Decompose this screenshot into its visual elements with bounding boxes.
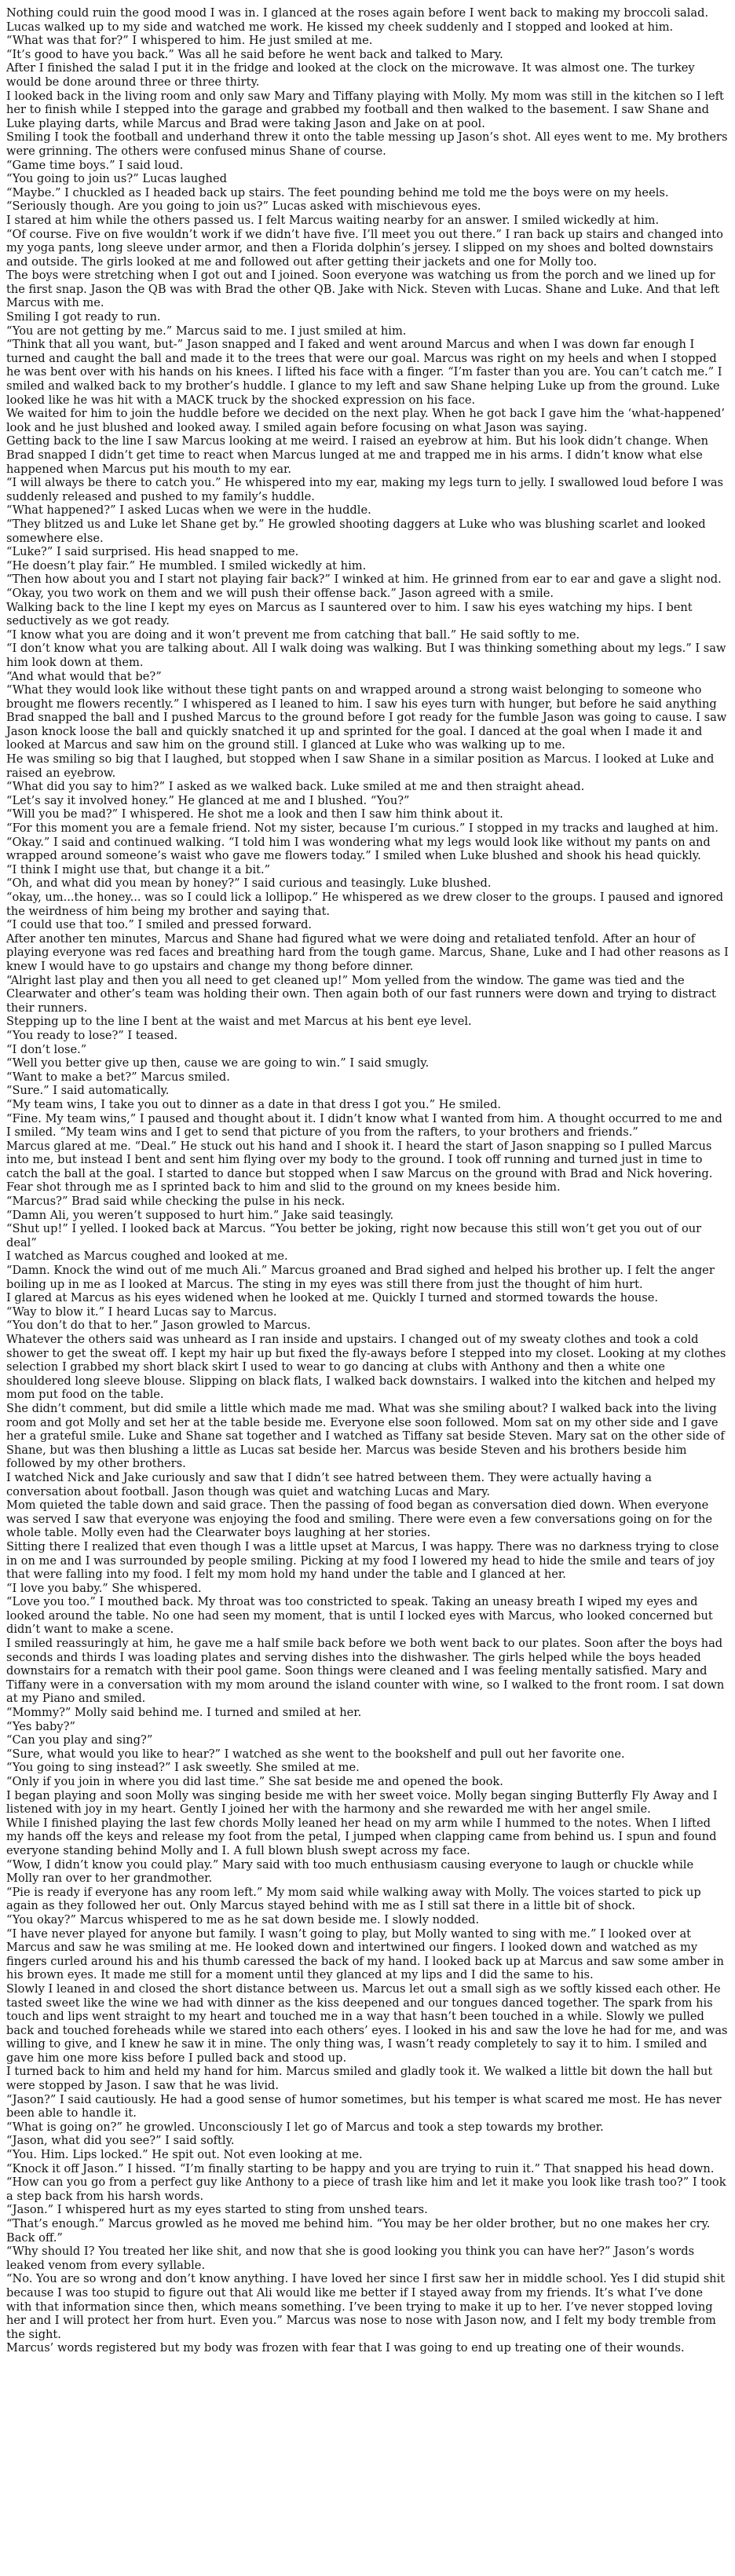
story-paragraph: “Oh, and what did you mean by honey?” I said curious and teasingly. Luke blushed. [6,876,492,891]
story-paragraph: Stepping up to the line I bent at the waist and met Marcus at his bent eye level. [6,1015,472,1029]
story-paragraph: I looked back in the living room and only saw Mary and Tiffany playing with Molly. My mom was still in the kitchen so I left her to finish while I stepped into the garage and grabbed my football and then walked to the basement. I saw Shane and Luke playing darts, while Marcus and Brad were taking Jason and Jake on at pool. [6,89,724,130]
story-paragraph: After another ten minutes, Marcus and Shane had figured what we were doing and retaliated tenfold. After an hour of playing everyone was red faces and breathing hard from the tough game. Marcus, Shane, Luke and I had other reasons as I knew I would have to go upstairs and change my thong before dinner. [6,931,729,973]
story-paragraph: Fear shot through me as I sprinted back to him and slid to the ground on my knees beside him. [6,1180,561,1195]
story-paragraph: “You don’t do that to her.” Jason growled to Marcus. [6,1319,311,1333]
story-paragraph: Walking back to the line I kept my eyes on Marcus as I sauntered over to him. I saw his eyes watching my hips. I bent seductively as we got ready. [6,600,693,628]
story-paragraph: “It’s good to have you back.” Was all he said before he went back and talked to Mary. [6,47,503,61]
story-paragraph: “Marcus?” Brad said while checking the pulse in his neck. [6,1195,346,1209]
story-paragraph: “You are not getting by me.” Marcus said to me. I just smiled at him. [6,324,407,338]
story-paragraph: “What was that for?” I whispered to him. He just smiled at me. [6,34,373,48]
story-paragraph: “Of course. Five on five wouldn’t work if we didn’t have five. I’ll meet you out there.” I ran back up stairs and changed into my yoga pants, long sleeve under armor, and then a Florida dolphin’s jersey. I slipped on my shoes and bolted downstairs and outside. The girls looked at me and followed out after getting their jackets and one for Molly too. [6,227,723,269]
story-paragraph: “No. You are so wrong and don’t know anything. I have loved her since I first saw her in middle school. Yes I did stupid shit because I was too stupid to figure out that Ali would like me better if I stayed away from my friends. It’s what I’ve done with that information since then, which means something. I’ve been trying to make it up to her. I’ve never stopped loving her and I will protect her from hurt. Even you.” Marcus was nose to nose with Jason now, and I felt my body tremble from the sight. [6,2272,726,2341]
story-paragraph: “Pie is ready if everyone has any room left.” My mom said while walking away with Molly. The voices started to pick up again as they followed her out. Only Marcus stayed behind with me as I still sat there in a little bit of shock. [6,1885,701,1913]
story-paragraph: I began playing and soon Molly was singing beside me with her sweet voice. Molly began singing Butterfly Fly Away and I listened with joy in my heart. Gently I joined her with the harmony and she rewarded me with her angel smile. [6,1788,718,1817]
story-paragraph: “Only if you join in where you did last time.” She sat beside me and opened the book. [6,1775,503,1788]
story-paragraph: Slowly I leaned in and closed the short distance between us. Marcus let out a small sigh as we softly kissed each other. He tasted sweet like the wine we had with dinner as the kiss deepened and our tongues danced together. The spark from his touch and lips went straight to my heart and touched me in a way that hasn’t been touched in a while. Slowly we pulled back and touched foreheads while we stared into each others’ eyes. I looked in his and saw the love he had for me, and was willing to give, and I knew he saw it in mine. The only thing was, I wasn’t ready completely to say it to him. I smiled and gave him one more kiss before I pulled back and stood up. [6,1981,728,2065]
story-paragraph: “I know what you are doing and it won’t prevent me from catching that ball.” He said softly to me. [6,628,580,642]
story-paragraph: “Damn. Knock the wind out of me much Ali.” Marcus groaned and Brad sighed and helped his brother up. I felt the anger boiling up in me as I looked at Marcus. The sting in my eyes was still there from just the thought of him hurt. [6,1264,715,1291]
story-paragraph: “Fine. My team wins,” I paused and thought about it. I didn’t know what I wanted from him. A thought occurred to me and I smiled. “My team wins and I get to send that picture of you from the rafters, to your brothers and friends.” [6,1111,722,1140]
story-paragraph: “Wow, I didn’t know you could play.” Mary said with too much enthusiasm causing everyone to laugh or chuckle while Molly ran over to her grandmother. [6,1857,694,1886]
story-paragraph: I turned back to him and held my hand for him. Marcus smiled and gladly took it. We walked a little bit down the hall but were stopped by Jason. I saw that he was livid. [6,2065,713,2093]
story-paragraph: “How can you go from a perfect guy like Anthony to a piece of trash like him and let it make you look like trash too?” I took a step back from his harsh words. [6,2175,726,2203]
story-paragraph: “I could use that too.” I smiled and pressed forward. [6,918,313,932]
story-paragraph: I watched as Marcus coughed and looked at me. [6,1250,288,1264]
story-paragraph: Nothing could ruin the good mood I was in. I glanced at the roses again before I went back to making my broccoli salad. Lucas walked up to my side and watched me work. He kissed my cheek suddenly and I stopped and looked at him. [6,6,709,34]
story-paragraph: He was smiling so big that I laughed, but stopped when I saw Shane in a similar position as Marcus. I looked at Luke and raised an eyebrow. [6,752,715,780]
story-paragraph: “What is going on?” he growled. Unconsciously I let go of Marcus and took a step towards my brother. [6,2120,604,2134]
story-paragraph: “Game time boys.” I said loud. [6,158,184,172]
story-paragraph: “Sure, what would you like to hear?” I watched as she went to the bookshelf and pull out her favorite one. [6,1747,625,1761]
story-paragraph: “I don’t know what you are talking about. All I walk doing was walking. But I was thinking something about my legs.” I saw him look down at them. [6,642,726,669]
story-paragraph: “Then how about you and I start not playing fair back?” I winked at him. He grinned from ear to ear and gave a slight nod. [6,573,722,587]
story-paragraph: “I have never played for anyone but family. I wasn’t going to play, but Molly wanted to sing with me.” I looked over at Marcus and saw he was smiling at me. He looked down and intertwined our fingers. I looked down and watched as my fingers curled around his and his thumb caressed the back of my hand. I looked back up at Marcus and saw some amber in his brown eyes. It made me still for a moment until they glanced at my lips and I did the same to his. [6,1927,724,1982]
story-paragraph: “Will you be mad?” I whispered. He shot me a look and then I saw him think about it. [6,807,503,821]
story-paragraph: “You going to join us?” Lucas laughed [6,172,227,186]
story-paragraph: “You okay?” Marcus whispered to me as he sat down beside me. I slowly nodded. [6,1912,480,1927]
story-paragraph: While I finished playing the last few chords Molly leaned her head on my arm while I hummed to the notes. When I lifted my hands off the keys and release my foot from the petal, I jumped when clapping came from behind us. I spun and found everyone standing behind Molly and I. A full blown blush swept across my face. [6,1816,717,1857]
story-paragraph: Mom quieted the table down and said grace. Then the passing of food began as conversation died down. When everyone was served I saw that everyone was enjoying the food and smiling. There were even a few conversations going on for the whole table. Molly even had the Clearwater boys laughing at her stories. [6,1498,712,1540]
story-paragraph: Sitting there I realized that even though I was a little upset at Marcus, I was happy. There was no darkness trying to close in on me and I was surrounded by people smiling. Picking at my food I lowered my head to hide the smile and tears of joy that were falling into my food. I felt my mom hold my hand under the table and I glanced at her. [6,1539,719,1582]
story-paragraph: “I don’t lose.” [6,1042,87,1056]
story-paragraph: “Want to make a bet?” Marcus smiled. [6,1070,230,1084]
story-paragraph: “Maybe.” I chuckled as I headed back up stairs. The feet pounding behind me told me the boys were on my heels. [6,185,669,199]
story-paragraph: She didn’t comment, but did smile a little which made me mad. What was she smiling about? I walked back into the living room and got Molly and set her at the table beside me. Everyone else soon followed. Mom sat on my other side and I gave her a grateful smile. Luke and Shane sat together and I watched as Tiffany sat beside Steven. Mary sat on the other side of Shane, but was then blushing a little as Lucas sat beside her. Marcus was beside Steven and his brothers beside him followed by my other brothers. [6,1401,725,1471]
story-paragraph: “Alright last play and then you all need to get cleaned up!” Mom yelled from the window. The game was tied and the Clearwater and other’s team was holding their own. Then again both of our fast runners were down and trying to distract their runners. [6,973,716,1015]
story-paragraph: “Jason.” I whispered hurt as my eyes started to sting from unshed tears. [6,2203,428,2217]
story-paragraph: “They blitzed us and Luke let Shane get by.” He growled shooting daggers at Luke who was blushing scarlet and looked somewhere else. [6,517,706,545]
story-paragraph: “Let’s say it involved honey.” He glanced at me and I blushed. “You?” [6,793,410,807]
story-paragraph: “Jason, what did you see?” I said softly. [6,2134,235,2148]
story-paragraph: “Seriously though. Are you going to join us?” Lucas asked with mischievous eyes. [6,199,481,214]
story-paragraph: “okay, um...the honey... was so I could lick a lollipop.” He whispered as we drew closer to the groups. I paused and ignored the weirdness of him being my brother and saying that. [6,891,724,918]
story-paragraph: I watched Nick and Jake curiously and saw that I didn’t see hatred between them. They were actually having a conversation about football. Jason though was quiet and watching Lucas and Mary. [6,1470,652,1498]
story-paragraph: “My team wins, I take you out to dinner as a date in that dress I got you.” He smiled. [6,1097,502,1111]
story-paragraph: “And what would that be?” [6,669,162,683]
story-paragraph: “Knock it off Jason.” I hissed. “I’m finally starting to be happy and you are trying to ruin it.” That snapped his head down. [6,2161,715,2175]
story-paragraph: “Shut up!” I yelled. I looked back at Marcus. “You better be joking, right now because this still won’t get you out of our deal” [6,1222,702,1250]
story-paragraph: “Love you too.” I mouthed back. My throat was too constricted to speak. Taking an uneasy breath I wiped my eyes and looked around the table. No one had seen my moment, that is until I locked eyes with Marcus, who looked concerned but didn’t want to make a scene. [6,1595,713,1637]
story-paragraph: “You ready to lose?” I teased. [6,1028,178,1042]
story-paragraph: “For this moment you are a female friend. Not my sister, because I’m curious.” I stopped in my tracks and laughed at him. [6,821,719,836]
story-paragraph: Whatever the others said was unheard as I ran inside and upstairs. I changed out of my sweaty clothes and took a cold shower to get the sweat off. I kept my hair up but fixed the fly-aways before I stepped into my closet. Looking at my clothes selection I grabbed my short black skirt I used to wear to go dancing at clubs with Anthony and then a white one shouldered long sleeve blouse. Slipping on black flats, I walked back downstairs. I walked into the kitchen and helped my mom put food on the table. [6,1333,726,1402]
story-paragraph: “Sure.” I said automatically. [6,1084,170,1098]
story-paragraph: I glared at Marcus as his eyes widened when he looked at me. Quickly I turned and stormed towards the house. [6,1291,659,1305]
story-paragraph: I stared at him while the others passed us. I felt Marcus waiting nearby for an answer. I smiled wickedly at him. [6,213,660,227]
story-paragraph: “You. Him. Lips locked.” He spit out. Not even looking at me. [6,2148,363,2162]
story-paragraph: Smiling I got ready to run. [6,310,161,324]
story-paragraph: “I love you baby.” She whispered. [6,1581,202,1595]
story-paragraph: “Damn Ali, you weren’t supposed to hurt him.” Jake said teasingly. [6,1208,394,1222]
story-paragraph: Smiling I took the football and underhand threw it onto the table messing up Jason’s shot. All eyes went to me. My brothers were grinning. The others were confused minus Shane of course. [6,130,728,158]
story-paragraph: I smiled reassuringly at him, he gave me a half smile back before we both went back to our plates. Soon after the boys had seconds and thirds I was loading plates and serving dishes into the dishwasher. The girls helped while the boys headed downstairs for a rematch with their pool game. Soon things were cleaned and I was feeling mentally satisfied. Mary and Tiffany were in a conversation with my mom around the island counter with wine, so I walked to the front room. I sat down at my Piano and smiled. [6,1637,725,1706]
story-paragraph: “Mommy?” Molly said behind me. I turned and smiled at her. [6,1706,362,1720]
story-paragraph: Marcus’ words registered but my body was frozen with fear that I was going to end up treating one of their wounds. [6,2341,685,2355]
story-paragraph: “What did you say to him?” I asked as we walked back. Luke smiled at me and then straight ahead. [6,780,585,794]
story-paragraph: We waited for him to join the huddle before we decided on the next play. When he got back I gave him the ‘what-happened’ look and he just blushed and looked away. I smiled again before focusing on what Jason was saying. [6,407,726,434]
story-paragraph: “Think that all you want, but-” Jason snapped and I faked and went around Marcus and when I was down far enough I turned and caught the ball and made it to the trees that were our goal. Marcus was right on my heels and when I stopped he was bent over with his hands on his knees. I lifted his face with a finger. “I’m faster than you are. You can’t catch me.” I smiled and walked back to my brother’s huddle. I glance to my left and saw Shane helping Luke up from the ground. Luke looked like he was hit with a MACK truck by the shocked expression on his face. [6,338,722,407]
story-paragraph: “What happened?” I asked Lucas when we were in the huddle. [6,503,371,518]
story-paragraph: “I will always be there to catch you.” He whispered into my ear, making my legs turn to jelly. I swallowed loud before I was suddenly released and pushed to my family’s huddle. [6,476,724,503]
story-paragraph: “That’s enough.” Marcus growled as he moved me behind him. “You may be her older brother, but no one makes her cry. Back off.” [6,2217,711,2245]
story-paragraph: The boys were stretching when I got out and I joined. Soon everyone was watching us from the porch and we lined up for the first snap. Jason the QB was with Brad the other QB. Jake with Nick. Steven with Lucas. Shane and Luke. And that left Marcus with me. [6,269,720,310]
story-paragraph: “Jason?” I said cautiously. He had a good sense of humor sometimes, but his temper is what scared me most. He has never been able to handle it. [6,2092,722,2120]
story-paragraph: “Yes baby?” [6,1719,75,1733]
story-paragraph: “Okay.” I said and continued walking. “I told him I was wondering what my legs would look like without my pants on and wrapped around someone’s waist who gave me flowers today.” I smiled when Luke blushed and shook his head quickly. [6,835,711,863]
story-paragraph: Getting back to the line I saw Marcus looking at me weird. I raised an eyebrow at him. But his look didn’t change. When Brad snapped I didn’t get time to react when Marcus lunged at me and trapped me in his arms. I didn’t know what else happened when Marcus put his mouth to my ear. [6,434,709,476]
story-paragraph: “He doesn’t play fair.” He mumbled. I smiled wickedly at him. [6,558,367,573]
story-paragraph: “What they would look like without these tight pants on and wrapped around a strong waist belonging to someone who brought me flowers recently.” I whispered as I leaned to him. I saw his eyes turn with hunger, but before he said anything Brad snapped the ball and I pushed Marcus to the ground before I got ready for the fumble Jason was going to cause. I saw Jason knock loose the ball and quickly snatched it up and sprinted for the goal. I danced at the goal when I made it and looked at Marcus and saw him on the ground still. I glanced at Luke who was walking up to me. [6,683,727,752]
story-paragraph: “Can you play and sing?” [6,1733,153,1747]
story-paragraph: “Way to blow it.” I heard Lucas say to Marcus. [6,1304,277,1319]
story-paragraph: “Okay, you two work on them and we will push their offense back.” Jason agreed with a smile. [6,586,554,600]
story-paragraph: After I finished the salad I put it in the fridge and looked at the clock on the microwave. It was almost one. The turkey would be done around three or three thirty. [6,61,695,89]
story-paragraph: “Luke?” I said surprised. His head snapped to me. [6,545,299,559]
story-paragraph: “Why should I? You treated her like shit, and now that she is good looking you think you can have her?” Jason’s words leaked venom from every syllable. [6,2245,695,2272]
story-paragraph: “Well you better give up then, cause we are going to win.” I said smugly. [6,1056,430,1070]
story-paragraph: “I think I might use that, but change it a bit.” [6,862,271,876]
story-paragraph: Marcus glared at me. “Deal.” He stuck out his hand and I shook it. I heard the start of Jason snapping so I pulled Marcus into me, but instead I bent and sent him flying over my body to the ground. I took off running and turned just in time to catch the ball at the goal. I started to dance but stopped when I saw Marcus on the ground with Brad and Nick hovering. [6,1139,713,1180]
story-paragraph: “You going to sing instead?” I ask sweetly. She smiled at me. [6,1761,360,1775]
